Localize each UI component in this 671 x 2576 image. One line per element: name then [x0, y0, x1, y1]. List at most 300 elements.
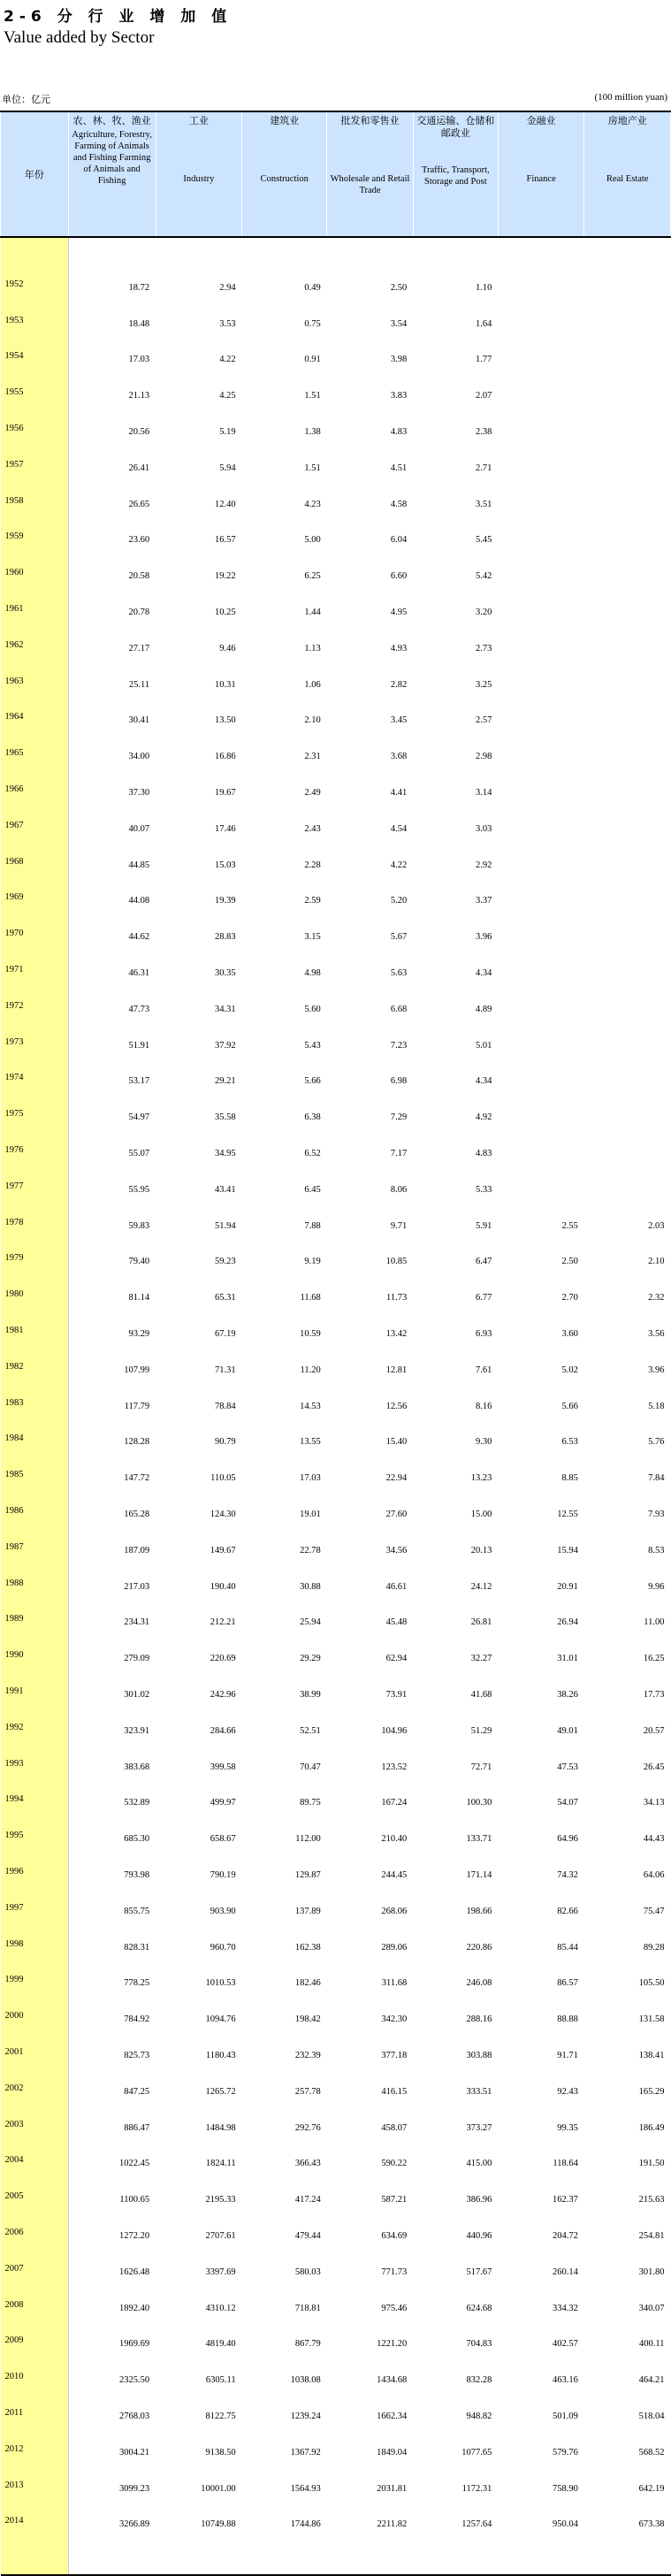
- cell-real-estate: [584, 591, 671, 627]
- table-row: [1, 554, 671, 591]
- cell-year: 2003: [1, 2106, 69, 2143]
- cell-transport: 9.30: [475, 1437, 492, 1448]
- cell-transport: 3.03: [475, 823, 492, 834]
- cell-industry: 12.40: [215, 499, 236, 509]
- cell-agriculture: 217.03: [124, 1581, 150, 1592]
- cell-agriculture: 37.30: [128, 788, 150, 799]
- cell-industry: 65.31: [215, 1293, 236, 1303]
- cell-transport: 2.07: [475, 391, 492, 401]
- cell-construction: 3.15: [304, 932, 321, 943]
- cell-finance: 402.57: [553, 2339, 578, 2350]
- unit-label-en: (100 million yuan): [594, 92, 667, 103]
- cell-year: 1979: [1, 1241, 69, 1277]
- cell-real-estate: 2.32: [648, 1293, 665, 1303]
- cell-wholesale-retail: 4.83: [390, 427, 408, 438]
- cell-transport: 1257.64: [461, 2519, 492, 2530]
- cell-agriculture: 93.29: [128, 1329, 150, 1339]
- table-row: [1, 1709, 671, 1746]
- cell-year: 1974: [1, 1060, 69, 1097]
- table-row: [1, 2395, 671, 2431]
- cell-year: 2002: [1, 2070, 69, 2106]
- cell-real-estate: [584, 627, 671, 663]
- cell-year: 1972: [1, 988, 69, 1024]
- table-row: [1, 627, 671, 663]
- header-industry: 工业 Industry: [156, 111, 242, 237]
- cell-finance: 2.70: [561, 1293, 578, 1303]
- cell-transport: 333.51: [466, 2086, 492, 2097]
- table-row: [1, 735, 671, 771]
- table-row: [1, 2214, 671, 2251]
- cell-construction: 1744.86: [290, 2519, 321, 2530]
- cell-construction: 25.94: [300, 1617, 321, 1628]
- cell-industry: 2.94: [219, 282, 236, 293]
- cell-industry: 1094.76: [205, 2014, 236, 2025]
- cell-real-estate: [584, 807, 671, 844]
- cell-year: 1967: [1, 807, 69, 844]
- cell-finance: [498, 735, 584, 771]
- cell-construction: 29.29: [300, 1654, 321, 1664]
- cell-year: 2011: [1, 2395, 69, 2431]
- cell-real-estate: 89.28: [643, 1942, 665, 1953]
- table-row: [1, 1312, 671, 1349]
- cell-transport: 373.27: [466, 2122, 492, 2133]
- cell-transport: 3.25: [475, 679, 492, 690]
- cell-year: 1978: [1, 1204, 69, 1241]
- cell-wholesale-retail: 167.24: [381, 1798, 408, 1808]
- cell-construction: 162.38: [294, 1942, 321, 1953]
- cell-agriculture: 3266.89: [118, 2519, 150, 2530]
- cell-industry: 10001.00: [201, 2483, 236, 2494]
- cell-real-estate: 254.81: [638, 2230, 665, 2241]
- cell-construction: 232.39: [294, 2050, 321, 2060]
- cell-industry: 1824.11: [205, 2159, 236, 2169]
- cell-construction: 10.59: [300, 1329, 321, 1339]
- cell-industry: 4310.12: [205, 2303, 236, 2313]
- cell-year: 1987: [1, 1529, 69, 1565]
- cell-agriculture: 128.28: [124, 1437, 150, 1448]
- cell-agriculture: 3004.21: [118, 2447, 150, 2458]
- table-row: [1, 1132, 671, 1168]
- cell-industry: 71.31: [215, 1364, 236, 1375]
- cell-year: 1996: [1, 1854, 69, 1890]
- cell-construction: 2.59: [304, 896, 321, 906]
- cell-wholesale-retail: 590.22: [381, 2159, 408, 2169]
- cell-real-estate: [584, 1060, 671, 1097]
- cell-industry: 10.25: [215, 608, 236, 618]
- table-header-row: [1, 111, 671, 237]
- cell-agriculture: 1626.48: [118, 2266, 150, 2277]
- cell-finance: 82.66: [557, 1906, 578, 1916]
- cell-industry: 4.22: [219, 355, 236, 365]
- cell-wholesale-retail: 46.61: [385, 1581, 408, 1592]
- cell-finance: [498, 410, 584, 447]
- cell-transport: 1.64: [475, 318, 492, 329]
- cell-transport: 15.00: [470, 1509, 492, 1519]
- cell-year: 1955: [1, 374, 69, 410]
- cell-wholesale-retail: 12.56: [385, 1401, 408, 1411]
- cell-real-estate: 5.18: [648, 1401, 665, 1411]
- cell-construction: 2.49: [304, 788, 321, 799]
- cell-industry: 67.19: [215, 1329, 236, 1339]
- cell-wholesale-retail: 268.06: [381, 1906, 408, 1916]
- cell-wholesale-retail: 6.60: [390, 571, 408, 582]
- cell-year: 1962: [1, 627, 69, 663]
- cell-agriculture: 44.85: [128, 860, 150, 870]
- cell-transport: 5.01: [475, 1040, 492, 1051]
- cell-real-estate: 518.04: [638, 2411, 665, 2421]
- cell-agriculture: 825.73: [124, 2050, 150, 2060]
- cell-real-estate: [584, 699, 671, 736]
- cell-transport: 1.77: [475, 355, 492, 365]
- cell-transport: 386.96: [466, 2195, 492, 2205]
- cell-agriculture: 17.03: [128, 355, 150, 365]
- cell-finance: [498, 374, 584, 410]
- cell-year: 1990: [1, 1637, 69, 1673]
- cell-wholesale-retail: 9.71: [390, 1220, 408, 1231]
- cell-agriculture: 47.73: [128, 1004, 150, 1014]
- cell-finance: [498, 1024, 584, 1060]
- cell-finance: [498, 591, 584, 627]
- cell-year: 1983: [1, 1385, 69, 1421]
- cell-real-estate: 7.93: [648, 1509, 665, 1519]
- cell-transport: 517.67: [466, 2266, 492, 2277]
- cell-construction: 1239.24: [290, 2411, 321, 2421]
- cell-real-estate: 642.19: [638, 2483, 665, 2494]
- cell-wholesale-retail: 15.40: [385, 1437, 408, 1448]
- cell-finance: [498, 519, 584, 555]
- cell-transport: 6.93: [475, 1329, 492, 1339]
- table-row: [1, 2034, 671, 2070]
- cell-finance: [498, 844, 584, 880]
- cell-agriculture: 25.11: [128, 679, 150, 690]
- cell-finance: 54.07: [557, 1798, 578, 1808]
- cell-wholesale-retail: 4.51: [390, 462, 408, 473]
- cell-real-estate: 215.63: [638, 2195, 665, 2205]
- cell-wholesale-retail: 7.29: [390, 1112, 408, 1123]
- cell-construction: 580.03: [294, 2266, 321, 2277]
- cell-industry: 1484.98: [205, 2122, 236, 2133]
- cell-industry: 4.25: [219, 391, 236, 401]
- cell-industry: 790.19: [210, 1869, 236, 1880]
- cell-agriculture: 279.09: [124, 1654, 150, 1664]
- cell-transport: 5.91: [475, 1220, 492, 1231]
- cell-real-estate: [584, 447, 671, 483]
- cell-wholesale-retail: 3.98: [390, 355, 408, 365]
- cell-agriculture: 20.56: [128, 427, 150, 438]
- cell-finance: 758.90: [553, 2483, 578, 2494]
- cell-real-estate: 165.29: [638, 2086, 665, 2097]
- cell-industry: 284.66: [210, 1725, 236, 1736]
- cell-real-estate: 16.25: [643, 1654, 665, 1664]
- header-wholesale-retail: 批发和零售业 Wholesale and Retail Trade: [327, 111, 414, 237]
- cell-transport: 415.00: [466, 2159, 492, 2169]
- cell-finance: 92.43: [557, 2086, 578, 2097]
- cell-agriculture: 18.72: [128, 282, 150, 293]
- table-row: [1, 699, 671, 736]
- cell-real-estate: 673.38: [638, 2519, 665, 2530]
- cell-agriculture: 54.97: [128, 1112, 150, 1123]
- cell-industry: 17.46: [215, 823, 236, 834]
- cell-year: 1998: [1, 1926, 69, 1962]
- cell-agriculture: 383.68: [124, 1762, 150, 1772]
- cell-year: 1997: [1, 1890, 69, 1926]
- cell-real-estate: 34.13: [643, 1798, 665, 1808]
- cell-agriculture: 187.09: [124, 1545, 150, 1556]
- cell-agriculture: 2768.03: [118, 2411, 150, 2421]
- cell-year: 1982: [1, 1349, 69, 1385]
- cell-industry: 10.31: [215, 679, 236, 690]
- cell-agriculture: 23.60: [128, 535, 150, 546]
- cell-year: 1975: [1, 1096, 69, 1132]
- cell-industry: 35.58: [215, 1112, 236, 1123]
- table-row: [1, 1673, 671, 1709]
- cell-transport: 1077.65: [461, 2447, 492, 2458]
- cell-construction: 13.55: [300, 1437, 321, 1448]
- cell-construction: 5.66: [304, 1076, 321, 1087]
- table-row: [1, 591, 671, 627]
- cell-year: 1952: [1, 266, 69, 302]
- cell-industry: 34.31: [215, 1004, 236, 1014]
- header-year: 年份: [1, 111, 69, 237]
- table-row: [1, 1854, 671, 1890]
- cell-year: 2009: [1, 2322, 69, 2358]
- table-row: [1, 1456, 671, 1493]
- cell-year: 1969: [1, 880, 69, 916]
- cell-wholesale-retail: 45.48: [385, 1617, 408, 1628]
- cell-finance: 74.32: [557, 1869, 578, 1880]
- cell-industry: 9138.50: [205, 2447, 236, 2458]
- cell-real-estate: 301.80: [638, 2266, 665, 2277]
- cell-industry: 124.30: [210, 1509, 236, 1519]
- cell-year: 1968: [1, 844, 69, 880]
- cell-transport: 198.66: [466, 1906, 492, 1916]
- cell-finance: 99.35: [557, 2122, 578, 2133]
- cell-agriculture: 81.14: [128, 1293, 150, 1303]
- cell-year: 1971: [1, 952, 69, 988]
- table-row: [1, 2467, 671, 2503]
- cell-agriculture: 2325.50: [118, 2375, 150, 2386]
- cell-construction: 30.88: [300, 1581, 321, 1592]
- cell-wholesale-retail: 2.50: [390, 282, 408, 293]
- cell-finance: 204.72: [553, 2230, 578, 2241]
- cell-real-estate: 191.50: [638, 2159, 665, 2169]
- cell-year: 2007: [1, 2251, 69, 2287]
- cell-finance: 26.94: [557, 1617, 578, 1628]
- cell-construction: 1367.92: [290, 2447, 321, 2458]
- cell-transport: 2.57: [475, 715, 492, 726]
- cell-transport: 41.68: [470, 1689, 492, 1700]
- cell-industry: 19.67: [215, 788, 236, 799]
- cell-year: 1981: [1, 1312, 69, 1349]
- cell-year: 1988: [1, 1565, 69, 1601]
- cell-transport: 7.61: [475, 1364, 492, 1375]
- table-row: [1, 663, 671, 699]
- cell-wholesale-retail: 4.54: [390, 823, 408, 834]
- cell-industry: 3397.69: [205, 2266, 236, 2277]
- cell-industry: 34.95: [215, 1149, 236, 1159]
- cell-transport: 5.33: [475, 1184, 492, 1195]
- cell-real-estate: 64.06: [643, 1869, 665, 1880]
- cell-year: 1960: [1, 554, 69, 591]
- cell-real-estate: [584, 1168, 671, 1204]
- cell-year: 1954: [1, 339, 69, 375]
- cell-finance: 950.04: [553, 2519, 578, 2530]
- cell-real-estate: [584, 554, 671, 591]
- table-row: [1, 880, 671, 916]
- page-title-cn: 2-6 分 行 业 增 加 值: [4, 8, 233, 26]
- cell-real-estate: 464.21: [638, 2375, 665, 2386]
- cell-real-estate: 3.56: [648, 1329, 665, 1339]
- table-row: [1, 266, 671, 302]
- cell-year: 1991: [1, 1673, 69, 1709]
- cell-real-estate: [584, 339, 671, 375]
- cell-construction: 257.78: [294, 2086, 321, 2097]
- cell-construction: 867.79: [294, 2339, 321, 2350]
- cell-year: 1966: [1, 771, 69, 807]
- cell-year: 1984: [1, 1421, 69, 1457]
- cell-construction: 52.51: [300, 1725, 321, 1736]
- cell-wholesale-retail: 342.30: [381, 2014, 408, 2025]
- cell-industry: 37.92: [215, 1040, 236, 1051]
- cell-wholesale-retail: 1662.34: [377, 2411, 408, 2421]
- cell-construction: 70.47: [300, 1762, 321, 1772]
- cell-transport: 440.96: [466, 2230, 492, 2241]
- cell-construction: 6.52: [304, 1149, 321, 1159]
- cell-transport: 246.08: [466, 1978, 492, 1989]
- cell-finance: 501.09: [553, 2411, 578, 2421]
- cell-finance: [498, 266, 584, 302]
- cell-year: 1953: [1, 302, 69, 339]
- cell-industry: 1010.53: [205, 1978, 236, 1989]
- cell-wholesale-retail: 3.68: [390, 752, 408, 762]
- cell-industry: 19.39: [215, 896, 236, 906]
- table-row: [1, 1961, 671, 1998]
- cell-wholesale-retail: 4.95: [390, 608, 408, 618]
- cell-transport: 3.51: [475, 499, 492, 509]
- table-row: [1, 410, 671, 447]
- cell-finance: [498, 339, 584, 375]
- cell-wholesale-retail: 4.93: [390, 643, 408, 654]
- cell-transport: 5.45: [475, 535, 492, 546]
- table-row: [1, 447, 671, 483]
- cell-industry: 110.05: [210, 1473, 236, 1484]
- cell-industry: 658.67: [210, 1834, 236, 1845]
- cell-wholesale-retail: 4.22: [390, 860, 408, 870]
- table-row: [1, 1998, 671, 2034]
- cell-agriculture: 855.75: [124, 1906, 150, 1916]
- cell-agriculture: 27.17: [128, 643, 150, 654]
- cell-finance: 463.16: [553, 2375, 578, 2386]
- cell-transport: 5.42: [475, 571, 492, 582]
- cell-industry: 1180.43: [205, 2050, 236, 2060]
- cell-construction: 2.31: [304, 752, 321, 762]
- cell-construction: 0.75: [304, 318, 321, 329]
- cell-agriculture: 21.13: [128, 391, 150, 401]
- cell-transport: 704.83: [466, 2339, 492, 2350]
- cell-industry: 960.70: [210, 1942, 236, 1953]
- cell-real-estate: 5.76: [648, 1437, 665, 1448]
- cell-year: 2001: [1, 2034, 69, 2070]
- cell-industry: 4819.40: [205, 2339, 236, 2350]
- cell-year: 1995: [1, 1817, 69, 1854]
- cell-construction: 1038.08: [290, 2375, 321, 2386]
- cell-agriculture: 53.17: [128, 1076, 150, 1087]
- cell-construction: 366.43: [294, 2159, 321, 2169]
- cell-real-estate: 3.96: [648, 1364, 665, 1375]
- cell-construction: 417.24: [294, 2195, 321, 2205]
- cell-wholesale-retail: 22.94: [385, 1473, 408, 1484]
- cell-industry: 6305.11: [205, 2375, 236, 2386]
- table-row: [1, 2178, 671, 2214]
- cell-construction: 9.19: [304, 1257, 321, 1267]
- cell-finance: [498, 627, 584, 663]
- cell-wholesale-retail: 34.56: [385, 1545, 408, 1556]
- cell-transport: 4.34: [475, 1076, 492, 1087]
- cell-agriculture: 44.08: [128, 896, 150, 906]
- cell-real-estate: [584, 915, 671, 952]
- cell-real-estate: 8.53: [648, 1545, 665, 1556]
- cell-construction: 1.13: [304, 643, 321, 654]
- cell-year: 2008: [1, 2287, 69, 2323]
- cell-agriculture: 55.07: [128, 1149, 150, 1159]
- table-row: [1, 771, 671, 807]
- cell-construction: 0.91: [304, 355, 321, 365]
- cell-construction: 479.44: [294, 2230, 321, 2241]
- cell-transport: 26.81: [470, 1617, 492, 1628]
- table-row: [1, 2070, 671, 2106]
- cell-construction: 1.51: [304, 462, 321, 473]
- cell-finance: 15.94: [557, 1545, 578, 1556]
- cell-real-estate: [584, 735, 671, 771]
- cell-transport: 4.34: [475, 968, 492, 979]
- cell-wholesale-retail: 3.54: [390, 318, 408, 329]
- cell-finance: [498, 1096, 584, 1132]
- cell-real-estate: [584, 374, 671, 410]
- cell-real-estate: [584, 266, 671, 302]
- cell-agriculture: 847.25: [124, 2086, 150, 2097]
- cell-wholesale-retail: 634.69: [381, 2230, 408, 2241]
- cell-real-estate: 75.47: [643, 1906, 665, 1916]
- cell-real-estate: 2.10: [648, 1257, 665, 1267]
- table-row: [1, 2503, 671, 2539]
- table-row: [1, 1385, 671, 1421]
- cell-wholesale-retail: 6.98: [390, 1076, 408, 1087]
- cell-year: 1989: [1, 1601, 69, 1637]
- cell-wholesale-retail: 62.94: [385, 1654, 408, 1664]
- cell-year: 1986: [1, 1493, 69, 1529]
- cell-real-estate: [584, 1024, 671, 1060]
- table-row: [1, 1637, 671, 1673]
- cell-finance: [498, 880, 584, 916]
- header-finance: 金融业 Finance: [498, 111, 584, 237]
- cell-industry: 399.58: [210, 1762, 236, 1772]
- cell-year: 1964: [1, 699, 69, 736]
- cell-year: 1976: [1, 1132, 69, 1168]
- table-row: [1, 2358, 671, 2395]
- cell-industry: 13.50: [215, 715, 236, 726]
- cell-transport: 8.16: [475, 1401, 492, 1411]
- cell-wholesale-retail: 289.06: [381, 1942, 408, 1953]
- cell-transport: 832.28: [466, 2375, 492, 2386]
- cell-agriculture: 59.83: [128, 1220, 150, 1231]
- cell-finance: 85.44: [557, 1942, 578, 1953]
- cell-finance: [498, 699, 584, 736]
- cell-real-estate: [584, 771, 671, 807]
- cell-industry: 10749.88: [201, 2519, 236, 2530]
- cell-finance: 334.32: [553, 2303, 578, 2313]
- cell-agriculture: 3099.23: [118, 2483, 150, 2494]
- cell-finance: 2.55: [561, 1220, 578, 1231]
